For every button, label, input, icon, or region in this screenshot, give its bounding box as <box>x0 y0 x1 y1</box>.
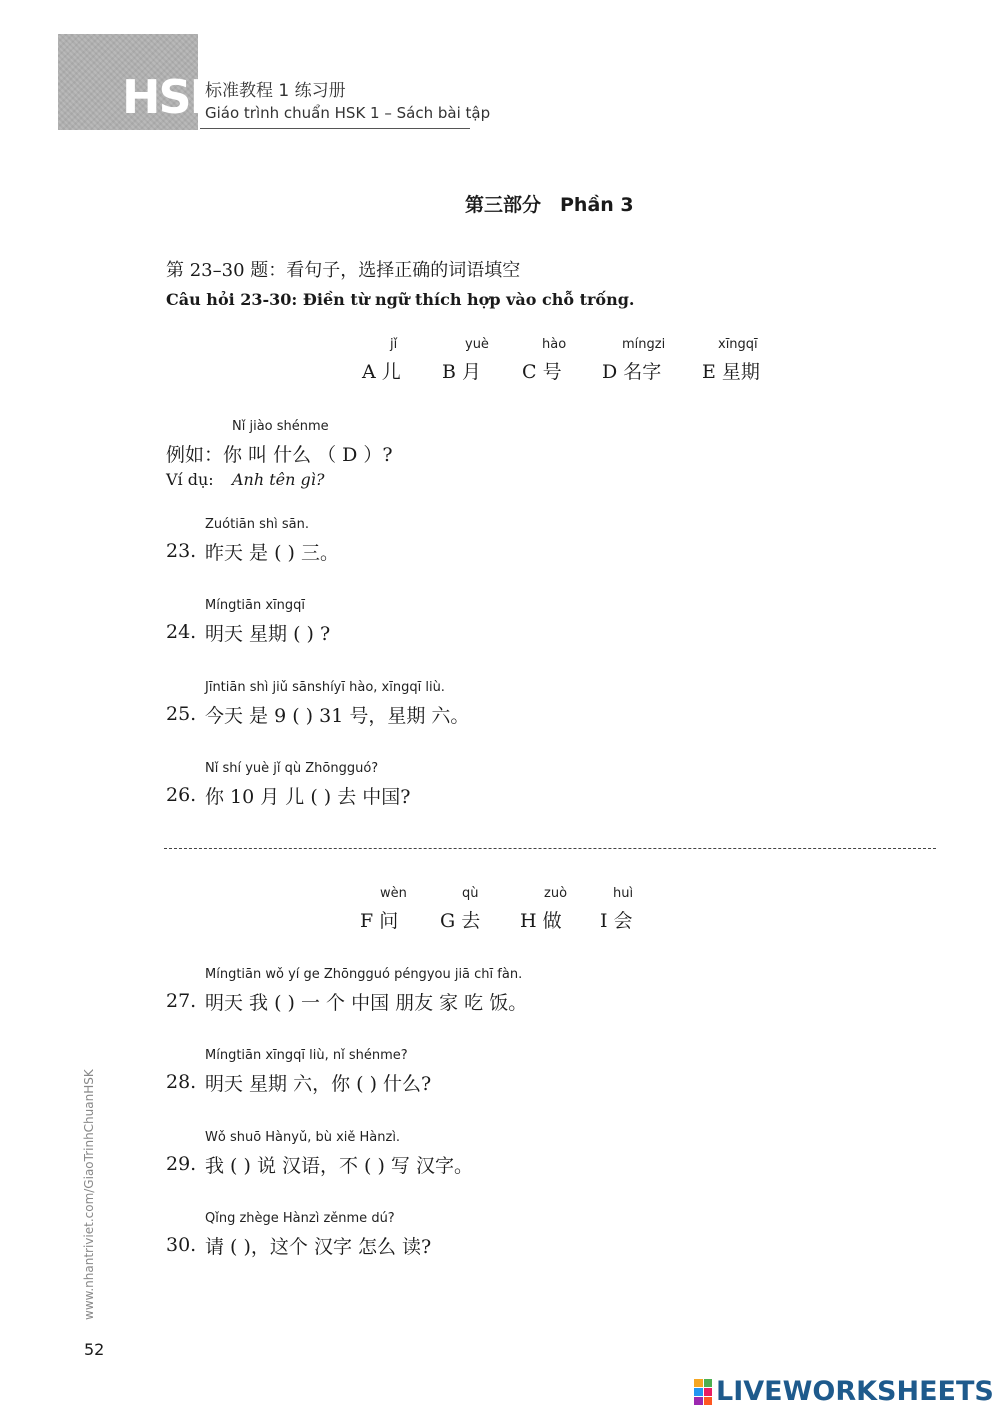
q24-number: 24. <box>166 621 197 643</box>
q27-number: 27. <box>166 990 197 1012</box>
q29-pinyin: Wǒ shuō Hànyǔ, bù xiě Hànzì. <box>205 1130 401 1145</box>
example-sentence: 例如：你 叫 什么 （ D ）? <box>166 444 393 466</box>
liveworksheets-icon <box>694 1379 712 1405</box>
option-h-pinyin: zuò <box>544 886 568 901</box>
q30-number: 30. <box>166 1234 197 1256</box>
example-pinyin: Nǐ jiào shénme <box>232 419 329 434</box>
q23-number: 23. <box>166 540 197 562</box>
q27-sentence: 明天 我 ( ) 一 个 中国 朋友 家 吃 饭。 <box>205 992 528 1014</box>
option-g: G 去 <box>440 910 481 932</box>
option-f: F 问 <box>360 910 399 932</box>
option-e-pinyin: xīngqī <box>718 337 758 352</box>
q26-pinyin: Nǐ shí yuè jǐ qù Zhōngguó? <box>205 761 379 776</box>
option-c: C 号 <box>522 361 562 383</box>
hsk-logo: HSK <box>122 70 224 124</box>
option-i: I 会 <box>600 910 633 932</box>
section-divider <box>164 848 936 849</box>
book-title-vietnamese: Giáo trình chuẩn HSK 1 – Sách bài tập <box>205 104 491 122</box>
q28-pinyin: Míngtiān xīngqī liù, nǐ shénme? <box>205 1048 408 1063</box>
q25-pinyin: Jīntiān shì jiǔ sānshíyī hào, xīngqī liù. <box>205 680 445 695</box>
option-a-pinyin: jǐ <box>390 337 398 352</box>
option-c-pinyin: hào <box>542 337 567 352</box>
q25-sentence: 今天 是 9 ( ) 31 号，星期 六。 <box>205 705 470 727</box>
book-title-chinese: 标准教程 1 练习册 <box>205 81 346 101</box>
liveworksheets-logo <box>694 1376 994 1407</box>
example-translation: Anh tên gì? <box>232 470 325 489</box>
q28-sentence: 明天 星期 六，你 ( ) 什么? <box>205 1073 432 1095</box>
option-b: B 月 <box>442 361 482 383</box>
option-i-pinyin: huì <box>613 886 634 901</box>
side-url-text: www.nhantriviet.com/GiaoTrinhChuanHSK <box>82 1069 96 1320</box>
option-a: A 儿 <box>362 361 401 383</box>
option-f-pinyin: wèn <box>380 886 407 901</box>
option-b-pinyin: yuè <box>465 337 489 352</box>
q26-sentence: 你 10 月 儿 ( ) 去 中国? <box>205 786 411 808</box>
q24-sentence: 明天 星期 ( ) ? <box>205 623 331 645</box>
q23-sentence: 昨天 是 ( ) 三。 <box>205 542 339 564</box>
option-e: E 星期 <box>702 361 760 383</box>
option-g-pinyin: qù <box>462 886 479 901</box>
q26-number: 26. <box>166 784 197 806</box>
option-d-pinyin: míngzi <box>622 337 666 352</box>
page-number: 52 <box>84 1340 105 1359</box>
q30-pinyin: Qǐng zhège Hànzì zěnme dú? <box>205 1211 395 1226</box>
q29-sentence: 我 ( ) 说 汉语，不 ( ) 写 汉字。 <box>205 1155 473 1177</box>
option-d: D 名字 <box>602 361 662 383</box>
q29-number: 29. <box>166 1153 197 1175</box>
option-h: H 做 <box>520 910 562 932</box>
example-label-vietnamese: Ví dụ: <box>166 470 214 489</box>
q25-number: 25. <box>166 703 197 725</box>
liveworksheets-wordmark: LIVEWORKSHEETS <box>716 1376 994 1407</box>
q27-pinyin: Míngtiān wǒ yí ge Zhōngguó péngyou jiā chī fàn. <box>205 967 523 982</box>
q24-pinyin: Míngtiān xīngqī <box>205 598 306 613</box>
header-divider <box>200 128 470 129</box>
q23-pinyin: Zuótiān shì sān. <box>205 517 310 532</box>
section-title: 第三部分 Phần 3 <box>465 194 634 216</box>
q30-sentence: 请 ( )，这个 汉字 怎么 读? <box>205 1236 432 1258</box>
instruction-chinese: 第 23–30 题：看句子，选择正确的词语填空 <box>166 260 521 281</box>
instruction-vietnamese: Câu hỏi 23-30: Điền từ ngữ thích hợp vào chỗ trống. <box>166 290 635 309</box>
q28-number: 28. <box>166 1071 197 1093</box>
